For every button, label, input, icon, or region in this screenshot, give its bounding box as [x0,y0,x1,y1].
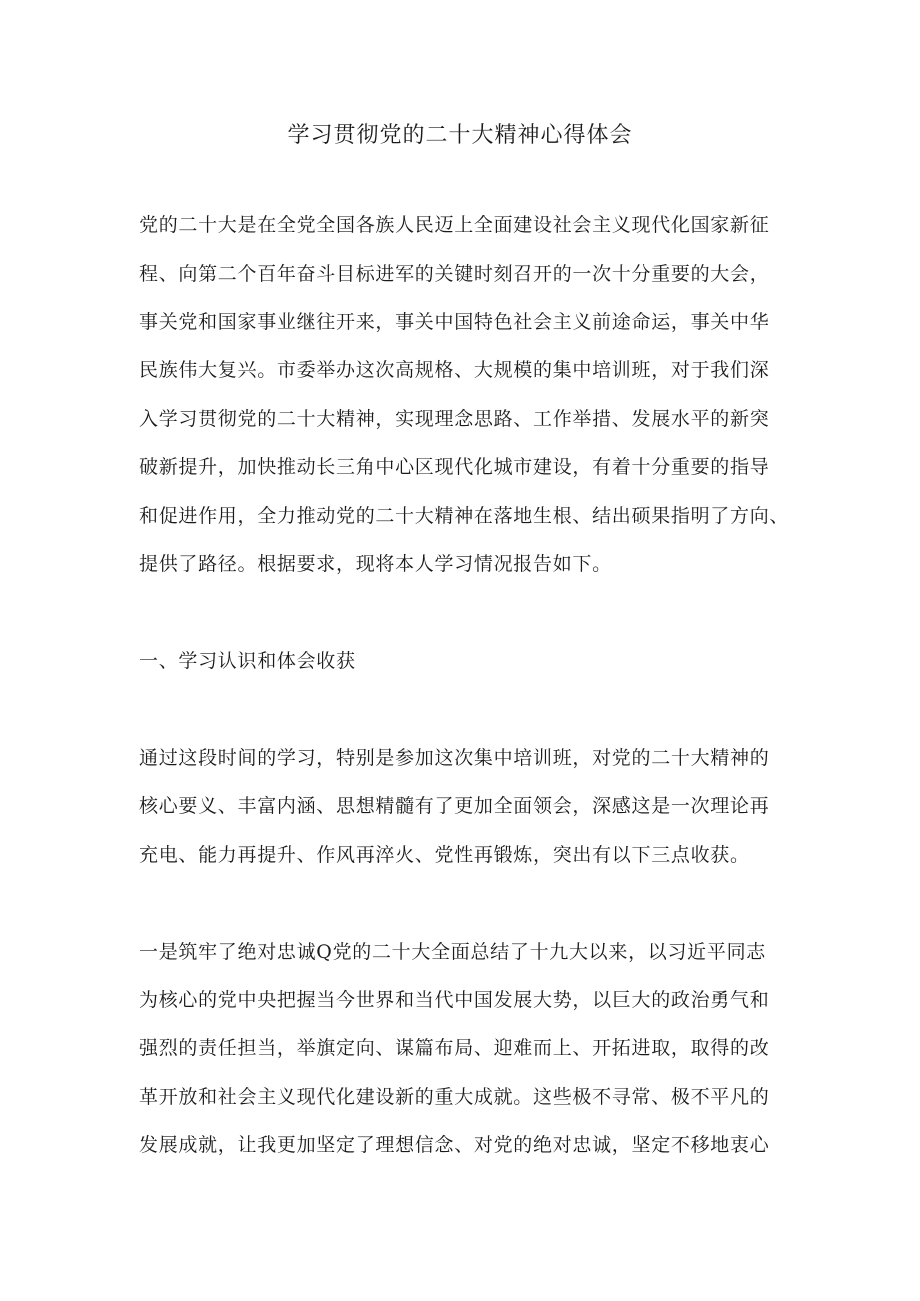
paragraph-1-line-3: 事关党和国家事业继往开来，事关中国特色社会主义前途命运，事关中华 [139,311,770,333]
paragraph-2-line-2: 核心要义、丰富内涵、思想精髓有了更加全面领会，深感这是一次理论再 [139,795,770,817]
paragraph-2-line-3: 充电、能力再提升、作风再淬火、党性再锻炼，突出有以下三点收获。 [139,844,750,866]
paragraph-1-line-1: 党的二十大是在全党全国各族人民迈上全面建设社会主义现代化国家新征 [139,214,770,236]
paragraph-3-line-5: 发展成就，让我更加坚定了理想信念、对党的绝对忠诚，坚定不移地衷心 [139,1134,770,1156]
paragraph-3-line-3: 强烈的责任担当，举旗定向、谋篇布局、迎难而上、开拓进取，取得的改 [139,1037,770,1059]
document-title: 学习贯彻党的二十大精神心得体会 [287,123,633,148]
paragraph-1-line-7: 和促进作用，全力推动党的二十大精神在落地生根、结出硕果指明了方向、 [139,505,790,527]
paragraph-1-line-4: 民族伟大复兴。市委举办这次高规格、大规模的集中培训班，对于我们深 [139,359,770,381]
paragraph-1-line-6: 破新提升，加快推动长三角中心区现代化城市建设，有着十分重要的指导 [139,456,770,478]
paragraph-3-line-4: 革开放和社会主义现代化建设新的重大成就。这些极不寻常、极不平凡的 [139,1086,770,1108]
paragraph-1-line-8: 提供了路径。根据要求，现将本人学习情况报告如下。 [139,553,612,575]
section-1-heading: 一、学习认识和体会收获 [139,650,356,672]
paragraph-1-line-5: 入学习贯彻党的二十大精神，实现理念思路、工作举措、发展水平的新突 [139,408,770,430]
paragraph-3-line-1: 一是筑牢了绝对忠诚Q党的二十大全面总结了十九大以来，以习近平同志 [139,941,766,963]
paragraph-2-line-1: 通过这段时间的学习，特别是参加这次集中培训班，对党的二十大精神的 [139,747,770,769]
paragraph-1-line-2: 程、向第二个百年奋斗目标进军的关键时刻召开的一次十分重要的大会， [139,263,770,285]
paragraph-3-line-2: 为核心的党中央把握当今世界和当代中国发展大势，以巨大的政治勇气和 [139,989,770,1011]
